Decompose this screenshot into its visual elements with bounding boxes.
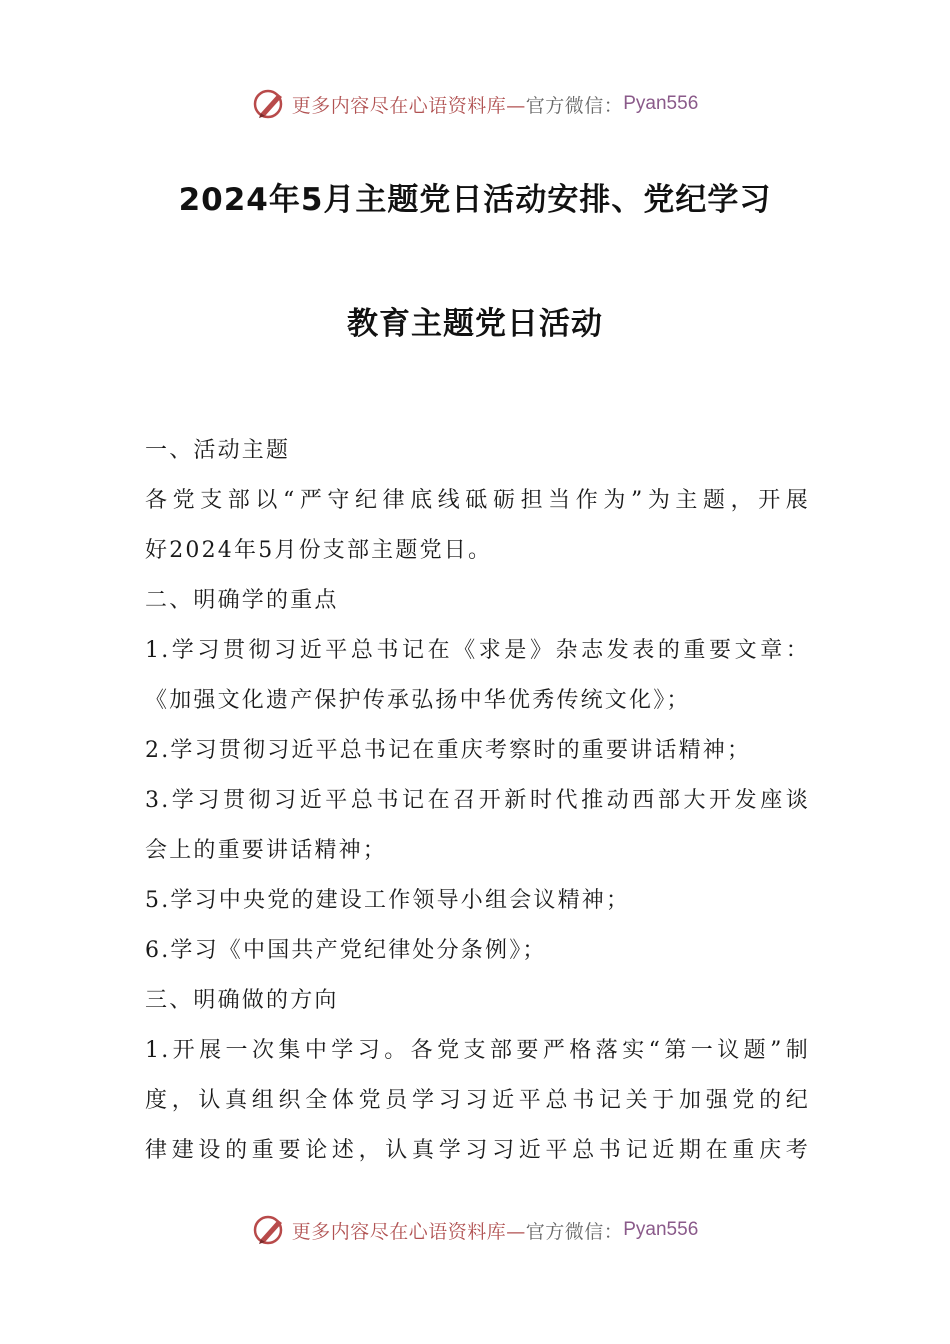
pen-logo-icon (252, 1212, 288, 1248)
body-line: 一、活动主题 (145, 438, 291, 463)
doc-title-line-2: 教育主题党日活动 (347, 306, 603, 342)
body-line: 三、明确做的方向 (145, 988, 339, 1013)
pen-logo-icon (252, 86, 288, 122)
body-line: 律建设的重要论述，认真学习习近平总书记近期在重庆考 (145, 1138, 810, 1163)
body-line: 好2024年5月份支部主题党日。 (145, 538, 493, 563)
body-line: 6.学习《中国共产党纪律处分条例》； (145, 938, 547, 963)
body-line: 3.学习贯彻习近平总书记在召开新时代推动西部大开发座谈 (145, 788, 810, 813)
doc-title-line-1: 2024年5月主题党日活动安排、党纪学习 (178, 182, 772, 218)
body-line: 二、明确学的重点 (145, 588, 339, 613)
banner-wechat-id: Pyan556 (623, 93, 699, 114)
body-line: 1.学习贯彻习近平总书记在《求是》杂志发表的重要文章： (145, 638, 810, 663)
banner-wechat-label: 官方微信： (525, 94, 624, 117)
body-line: 5.学习中央党的建设工作领导小组会议精神； (145, 888, 631, 913)
body-line: 1.开展一次集中学习。各党支部要严格落实“第一议题”制 (145, 1038, 810, 1063)
document-body (145, 426, 810, 1176)
banner-wechat-label: 官方微信： (525, 1220, 624, 1243)
body-line: 2.学习贯彻习近平总书记在重庆考察时的重要讲话精神； (145, 738, 752, 763)
body-line: 《加强文化遗产保护传承弘扬中华优秀传统文化》； (145, 688, 691, 713)
body-line: 度，认真组织全体党员学习习近平总书记关于加强党的纪 (145, 1088, 810, 1113)
banner-text: 更多内容尽在心语资料库— (291, 94, 526, 117)
banner-wechat-id: Pyan556 (623, 1219, 699, 1240)
header-banner (0, 82, 950, 126)
body-line: 各党支部以“严守纪律底线砥砺担当作为”为主题，开展 (145, 488, 810, 513)
footer-banner (0, 1208, 950, 1252)
body-line: 会上的重要讲话精神； (145, 838, 388, 863)
banner-text: 更多内容尽在心语资料库— (291, 1220, 526, 1243)
